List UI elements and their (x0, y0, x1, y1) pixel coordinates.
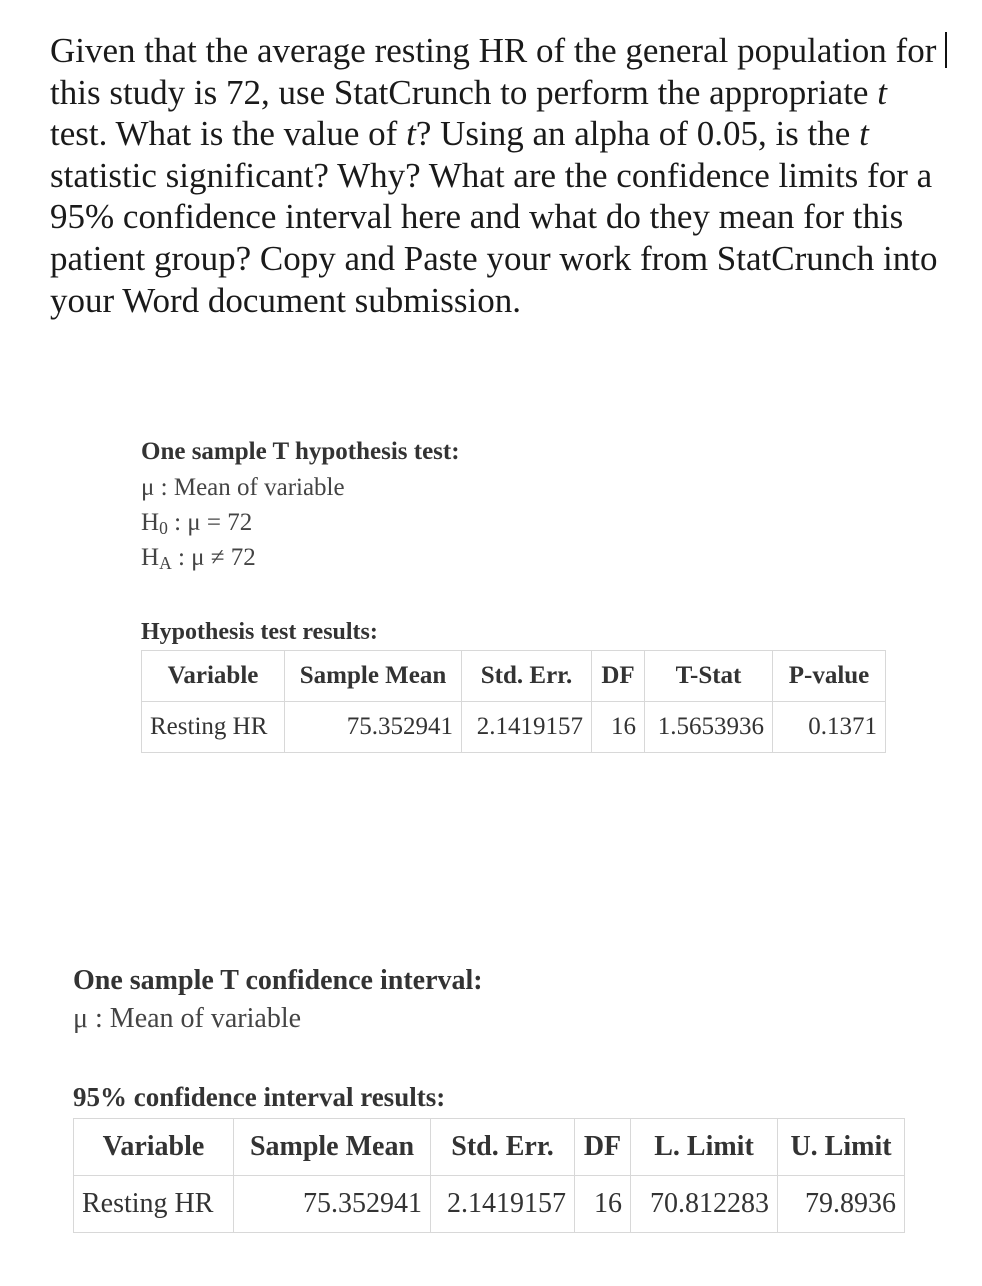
header-df: DF (592, 651, 645, 702)
t-italic-2: t (406, 114, 416, 154)
table-header-row (142, 651, 886, 702)
mu-definition: μ : Mean of variable (141, 474, 345, 501)
ci-results-title: 95% confidence interval results: (73, 1082, 446, 1112)
table-row (142, 702, 886, 753)
header-std-err: Std. Err. (431, 1119, 575, 1176)
text-cursor (945, 32, 947, 68)
ha-rest: : μ ≠ 72 (171, 544, 256, 571)
cell-sample-mean: 75.352941 (285, 702, 462, 753)
question-text (50, 30, 950, 321)
question-part-3: test. What is the value of (50, 114, 407, 154)
header-sample-mean: Sample Mean (234, 1119, 431, 1176)
header-variable: Variable (74, 1119, 234, 1176)
h0-prefix: H (141, 509, 160, 536)
question-part-5: statistic significant? Why? What are the confidence limits for a 95% confidence interval here and what do they mean for this patient group? Copy and Paste your work from StatCrunch into your Word document submission. (50, 155, 938, 320)
cell-df: 16 (575, 1176, 631, 1233)
hypothesis-test-header (141, 434, 460, 575)
cell-u-limit: 79.8936 (778, 1176, 905, 1233)
alternative-hypothesis (141, 540, 460, 575)
h0-subscript: 0 (159, 518, 168, 538)
h0-rest: : μ = 72 (167, 509, 253, 536)
ha-subscript: A (159, 553, 172, 573)
hypothesis-test-title: One sample T hypothesis test: (141, 438, 460, 465)
header-df: DF (575, 1119, 631, 1176)
question-part-4: ? Using an alpha of 0.05, is the (415, 114, 860, 154)
question-part-2: this study is 72, use StatCrunch to perform the appropriate (50, 72, 878, 112)
cell-p-value: 0.1371 (773, 702, 886, 753)
cell-df: 16 (592, 702, 645, 753)
hypothesis-results-title: Hypothesis test results: (141, 619, 378, 645)
cell-std-err: 2.1419157 (431, 1176, 575, 1233)
cell-variable: Resting HR (74, 1176, 234, 1233)
t-italic-1: t (877, 72, 887, 112)
table-header-row (74, 1119, 905, 1176)
header-l-limit: L. Limit (631, 1119, 778, 1176)
table-row (74, 1176, 905, 1233)
ci-mu-definition: μ : Mean of variable (73, 1003, 302, 1034)
header-std-err: Std. Err. (462, 651, 592, 702)
t-italic-3: t (859, 114, 869, 154)
header-p-value: P-value (773, 651, 886, 702)
header-variable: Variable (142, 651, 285, 702)
question-part-1: Given that the average resting HR of the general population for (50, 31, 946, 70)
null-hypothesis (141, 505, 460, 540)
cell-sample-mean: 75.352941 (234, 1176, 431, 1233)
cell-std-err: 2.1419157 (462, 702, 592, 753)
ha-prefix: H (141, 544, 160, 571)
ci-results-table (73, 1118, 905, 1233)
confidence-interval-header (73, 962, 483, 1038)
cell-variable: Resting HR (142, 702, 285, 753)
confidence-interval-title: One sample T confidence interval: (73, 965, 483, 996)
cell-t-stat: 1.5653936 (645, 702, 773, 753)
cell-l-limit: 70.812283 (631, 1176, 778, 1233)
hypothesis-results-table (141, 650, 886, 753)
header-t-stat: T-Stat (645, 651, 773, 702)
header-u-limit: U. Limit (778, 1119, 905, 1176)
header-sample-mean: Sample Mean (285, 651, 462, 702)
